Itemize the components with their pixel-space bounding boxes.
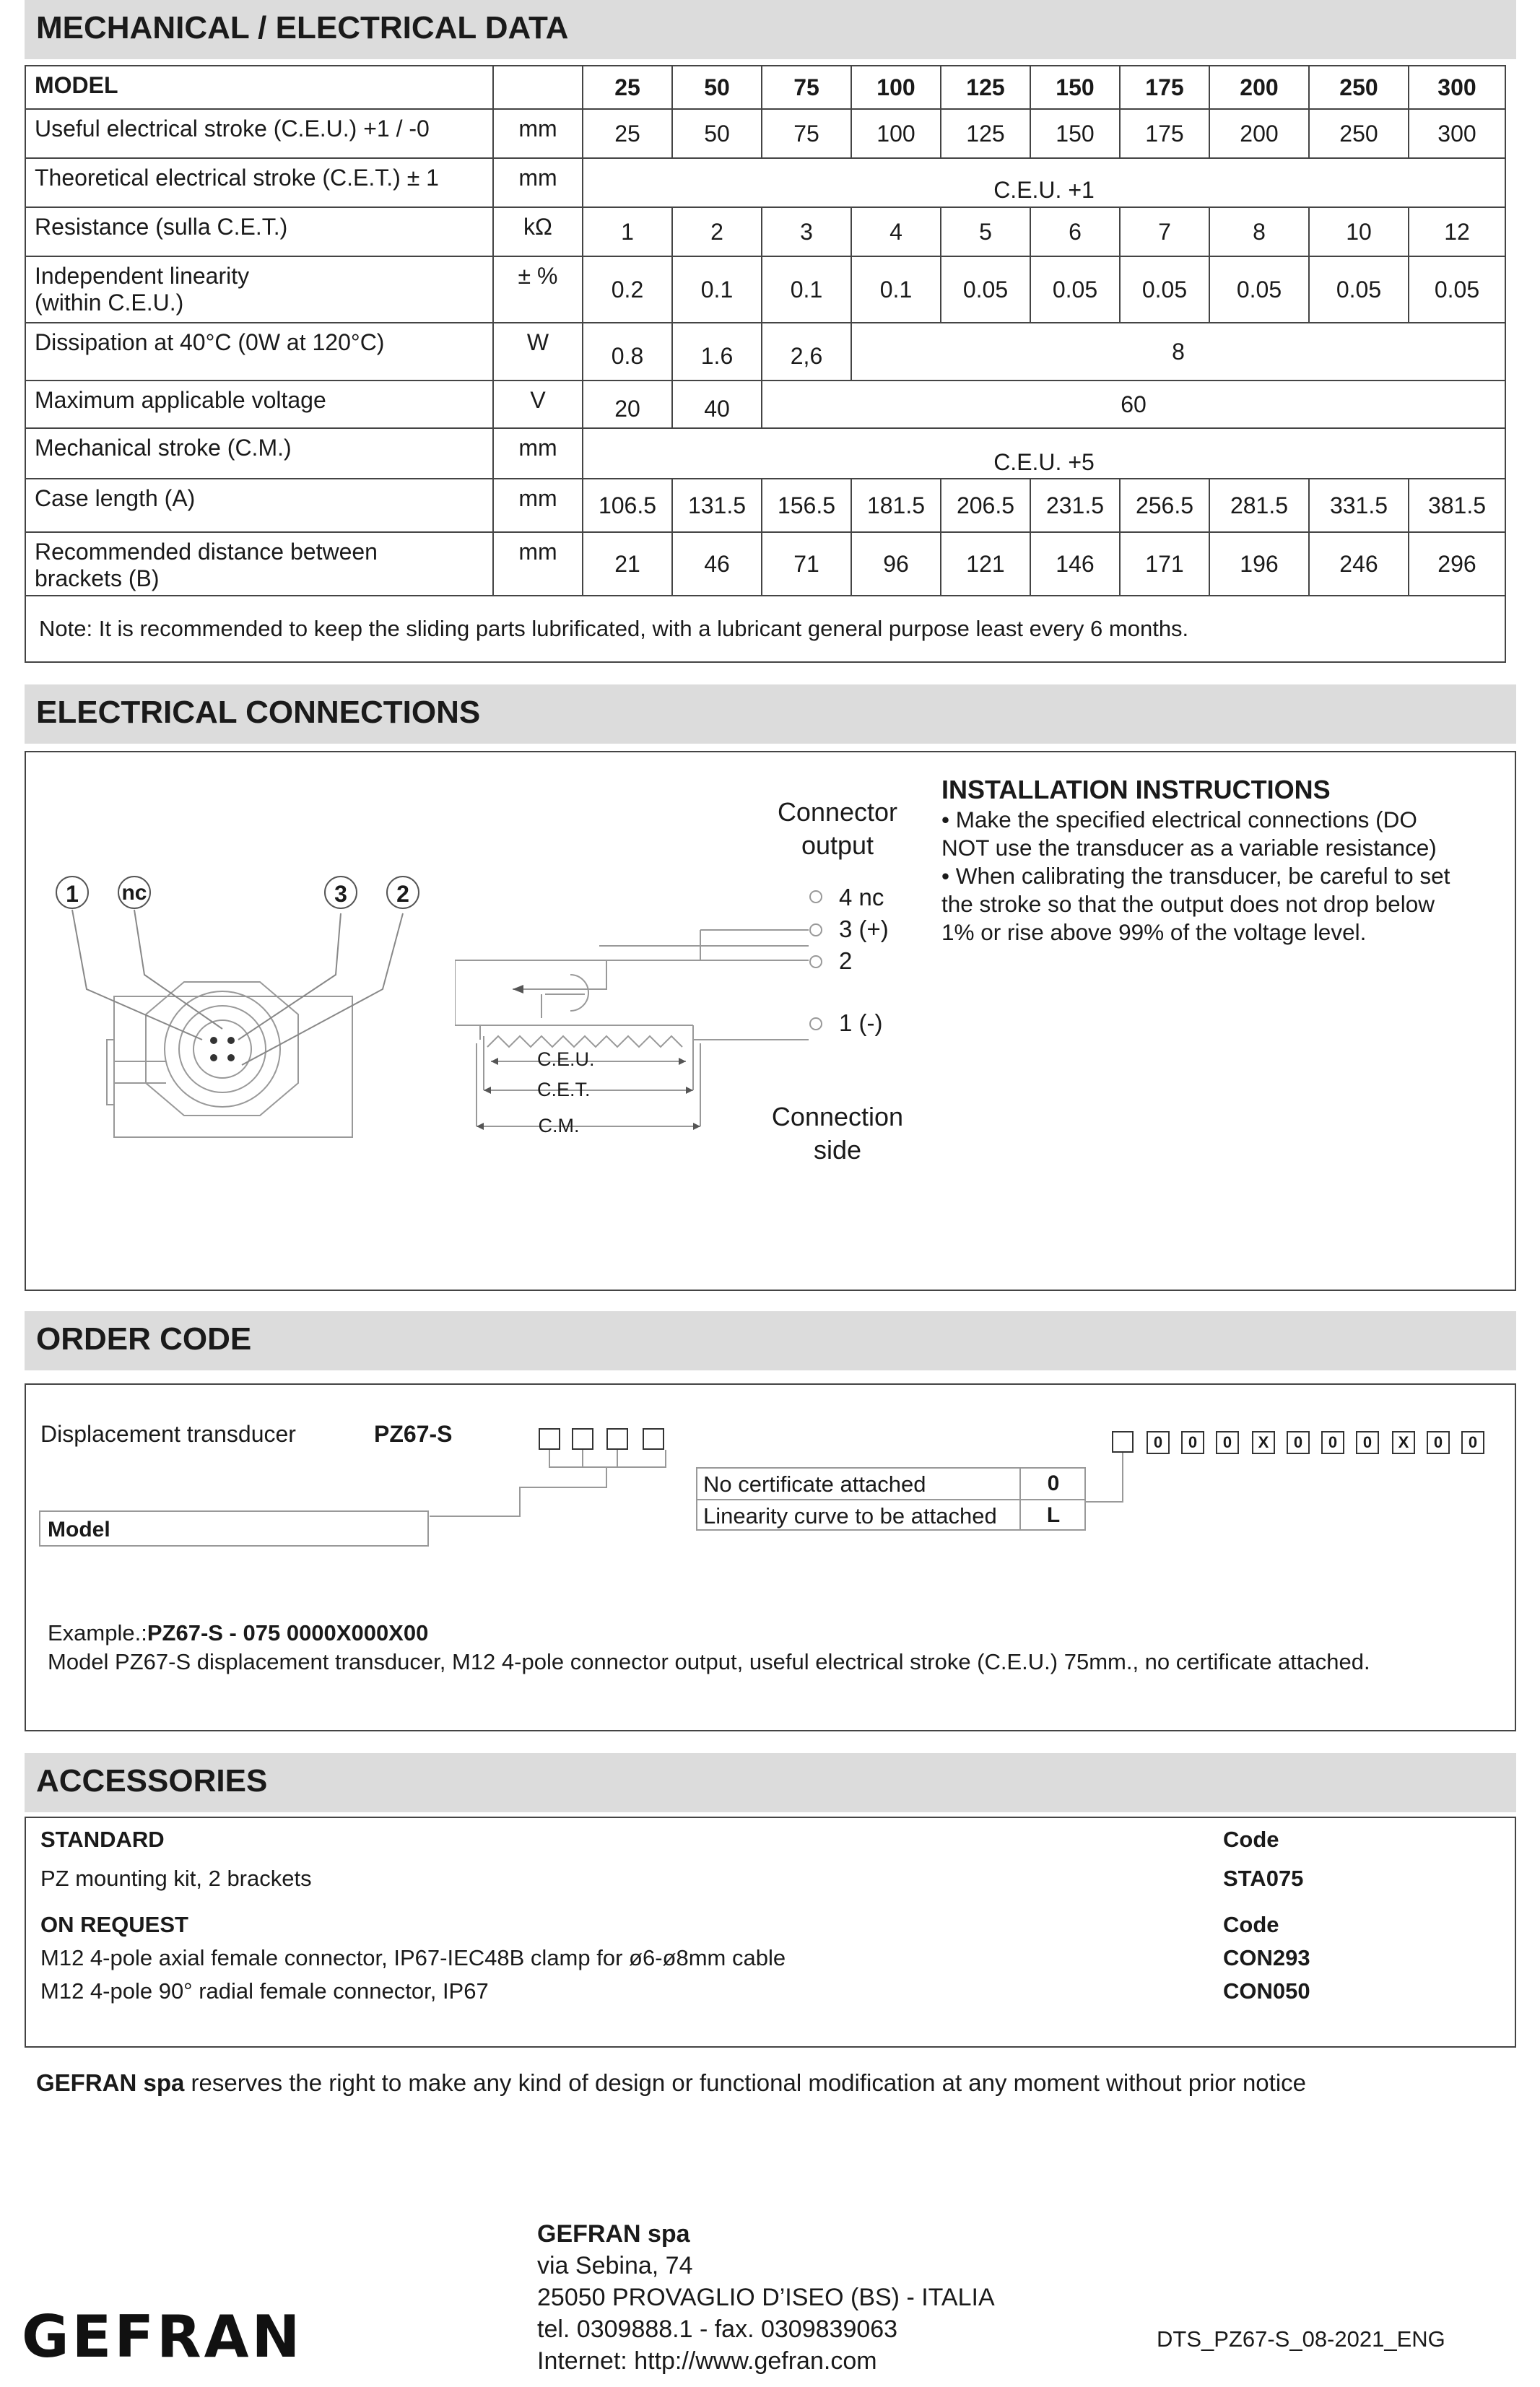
order-section-title: ORDER CODE (36, 1321, 252, 1357)
fixed-code-char: 0 (1427, 1431, 1450, 1454)
ceu-unit: mm (493, 109, 583, 158)
accessory-desc: PZ mounting kit, 2 brackets (40, 1866, 312, 1891)
connector-drawing (43, 866, 477, 1155)
case-length-label: Case length (A) (25, 479, 493, 532)
resistance-cell: 8 (1209, 207, 1309, 256)
model-cell: 175 (1120, 66, 1209, 109)
cet-label: Theoretical electrical stroke (C.E.T.) ± 1 (25, 158, 493, 207)
accessories-section-title: ACCESSORIES (36, 1763, 268, 1799)
model-cell: 100 (851, 66, 941, 109)
case-length-cell: 131.5 (672, 479, 762, 532)
resistance-cell: 6 (1030, 207, 1120, 256)
mech-stroke-unit: mm (493, 428, 583, 479)
model-cell: 200 (1209, 66, 1309, 109)
ceu-cell: 300 (1409, 109, 1505, 158)
footer-address-line: 25050 PROVAGLIO D’ISEO (BS) - ITALIA (537, 2284, 995, 2311)
doc-code: DTS_PZ67-S_08-2021_ENG (1157, 2326, 1445, 2352)
cet-row (25, 158, 1505, 207)
voltage-unit: V (493, 381, 583, 428)
case-length-cell: 106.5 (583, 479, 672, 532)
ceu-row (25, 109, 1505, 158)
connection-side-line2: side (813, 1135, 862, 1165)
mech-stroke-row (25, 428, 1505, 479)
model-cell: 300 (1409, 66, 1505, 109)
installation-instructions (941, 774, 1490, 947)
case-length-cell: 231.5 (1030, 479, 1120, 532)
bracket-distance-cell: 21 (583, 532, 672, 596)
bracket-distance-cell: 171 (1120, 532, 1209, 596)
linearity-unit: ± % (493, 256, 583, 323)
model-field (39, 1510, 429, 1547)
resistance-cell: 7 (1120, 207, 1209, 256)
connection-side-label (744, 1100, 931, 1167)
bracket-distance-cell: 296 (1409, 532, 1505, 596)
voltage-row (25, 381, 1505, 428)
model-cell: 75 (762, 66, 851, 109)
case-length-cell: 331.5 (1309, 479, 1409, 532)
dim-cm: C.M. (538, 1115, 580, 1136)
dissipation-rest: 8 (851, 323, 1505, 381)
fixed-code-char: 0 (1321, 1431, 1344, 1454)
fixed-code-char: X (1252, 1431, 1275, 1454)
bracket-distance-cell: 146 (1030, 532, 1120, 596)
accessories-section-header (25, 1753, 1516, 1812)
model-row (25, 66, 1505, 109)
certificate-option[interactable] (697, 1469, 1084, 1500)
terminal-1: 1 (-) (839, 1009, 883, 1036)
case-length-cell: 281.5 (1209, 479, 1309, 532)
disclaimer-text: reserves the right to make any kind of design or functional modification at any moment without prior notice (184, 2069, 1307, 2096)
case-length-unit: mm (493, 479, 583, 532)
model-cell: 150 (1030, 66, 1120, 109)
linearity-cell: 0.05 (941, 256, 1030, 323)
resistance-cell: 4 (851, 207, 941, 256)
bracket-distance-unit: mm (493, 532, 583, 596)
case-length-cell: 206.5 (941, 479, 1030, 532)
model-cell: 125 (941, 66, 1030, 109)
linearity-cell: 0.2 (583, 256, 672, 323)
ceu-cell: 100 (851, 109, 941, 158)
case-length-cell: 156.5 (762, 479, 851, 532)
case-length-row (25, 479, 1505, 532)
resistance-cell: 2 (672, 207, 762, 256)
case-length-cell: 256.5 (1120, 479, 1209, 532)
accessory-code: CON050 (1223, 1978, 1310, 2004)
accessory-code: CON293 (1223, 1945, 1310, 1970)
bracket-distance-label (25, 532, 493, 596)
example-code: PZ67-S - 075 0000X000X00 (147, 1620, 429, 1645)
model-label: MODEL (25, 66, 493, 109)
cet-unit: mm (493, 158, 583, 207)
connector-output-line1: Connector (777, 797, 898, 827)
ceu-cell: 75 (762, 109, 851, 158)
product-code: PZ67-S (374, 1421, 453, 1447)
linearity-cell: 0.05 (1209, 256, 1309, 323)
disclaimer-brand: GEFRAN spa (36, 2069, 185, 2096)
gefran-logo: GEFRAN (22, 2303, 303, 2370)
ceu-cell: 25 (583, 109, 672, 158)
mech-stroke-value: C.E.U. +5 (583, 428, 1505, 479)
fixed-code-char: 0 (1216, 1431, 1239, 1454)
voltage-rest: 60 (762, 381, 1505, 428)
ceu-cell: 250 (1309, 109, 1409, 158)
ceu-cell: 125 (941, 109, 1030, 158)
dissipation-unit: W (493, 323, 583, 381)
example-prefix: Example.: (48, 1620, 147, 1645)
lubrication-note: Note: It is recommended to keep the sliding parts lubrificated, with a lubricant general purpose least every 6 months. (25, 596, 1505, 662)
dissipation-cell: 0.8 (583, 323, 672, 381)
option-code: 0 (1019, 1469, 1086, 1499)
connection-side-line1: Connection (771, 1102, 904, 1131)
installation-line: • When calibrating the transducer, be careful to set (941, 863, 1450, 889)
standard-label: STANDARD (40, 1827, 165, 1852)
standard-code-header: Code (1223, 1827, 1279, 1852)
bracket-distance-cell: 246 (1309, 532, 1409, 596)
model-field-label: Model (48, 1518, 110, 1542)
option-label: No certificate attached (703, 1471, 926, 1497)
terminal-2: 2 (839, 947, 853, 974)
linearity-cell: 0.05 (1120, 256, 1209, 323)
fixed-code-char: 0 (1147, 1431, 1170, 1454)
bracket-distance-line2: brackets (B) (35, 565, 160, 591)
ceu-cell: 175 (1120, 109, 1209, 158)
mech-section-title: MECHANICAL / ELECTRICAL DATA (36, 10, 569, 45)
linearity-cell: 0.05 (1409, 256, 1505, 323)
accessories-box (25, 1817, 1516, 2048)
accessory-desc: M12 4-pole axial female connector, IP67-IEC48B clamp for ø6-ø8mm cable (40, 1945, 786, 1970)
fixed-code-char: 0 (1181, 1431, 1204, 1454)
option-label: Linearity curve to be attached (703, 1503, 997, 1529)
model-cell: 25 (583, 66, 672, 109)
model-cell: 50 (672, 66, 762, 109)
order-section-header (25, 1311, 1516, 1370)
voltage-label: Maximum applicable voltage (25, 381, 493, 428)
terminal-4: 4 nc (839, 884, 884, 910)
fixed-code-char: 0 (1461, 1431, 1484, 1454)
bracket-distance-cell: 96 (851, 532, 941, 596)
installation-line: • Make the specified electrical connections (DO (941, 806, 1417, 832)
footer-company: GEFRAN spa (537, 2220, 690, 2248)
example-description: Model PZ67-S displacement transducer, M12 4-pole connector output, useful electrical stroke (C.E.U.) 75mm., no certificate attached. (48, 1649, 1370, 1674)
connector-output-label (744, 796, 931, 862)
resistance-label: Resistance (sulla C.E.T.) (25, 207, 493, 256)
installation-line: the stroke so that the output does not drop below (941, 891, 1435, 917)
resistance-cell: 1 (583, 207, 672, 256)
case-length-cell: 181.5 (851, 479, 941, 532)
connector-output-line2: output (801, 830, 874, 860)
ceu-cell: 150 (1030, 109, 1120, 158)
ceu-cell: 50 (672, 109, 762, 158)
linearity-cell: 0.05 (1309, 256, 1409, 323)
linearity-cell: 0.1 (762, 256, 851, 323)
example-line (48, 1620, 428, 1646)
mech-section-header (25, 0, 1516, 59)
fixed-code-char: 0 (1287, 1431, 1310, 1454)
bracket-distance-line1: Recommended distance between (35, 539, 378, 565)
mech-stroke-label: Mechanical stroke (C.M.) (25, 428, 493, 479)
pin3-label: 3 (334, 881, 347, 907)
certificate-option[interactable] (697, 1500, 1084, 1531)
cet-value: C.E.U. +1 (583, 158, 1505, 207)
pin1-label: 1 (66, 881, 79, 907)
resistance-cell: 5 (941, 207, 1030, 256)
dim-ceu: C.E.U. (537, 1048, 595, 1070)
bracket-distance-cell: 46 (672, 532, 762, 596)
fixed-code-char: X (1392, 1431, 1415, 1454)
option-code: L (1019, 1500, 1086, 1531)
dissipation-cell: 1.6 (672, 323, 762, 381)
case-length-cell: 381.5 (1409, 479, 1505, 532)
resistance-unit: kΩ (493, 207, 583, 256)
dissipation-cell: 2,6 (762, 323, 851, 381)
linearity-label-line1: Independent linearity (35, 263, 250, 289)
model-cell: 250 (1309, 66, 1409, 109)
certificate-options (696, 1467, 1086, 1531)
elec-section-header (25, 684, 1516, 744)
fixed-code-char: 0 (1356, 1431, 1379, 1454)
linearity-row (25, 256, 1505, 323)
footer-address-line: Internet: http://www.gefran.com (537, 2347, 877, 2375)
voltage-cell: 40 (672, 381, 762, 428)
elec-section-title: ELECTRICAL CONNECTIONS (36, 695, 481, 730)
accessory-desc: M12 4-pole 90° radial female connector, IP67 (40, 1978, 489, 2004)
request-code-header: Code (1223, 1912, 1279, 1937)
ceu-label: Useful electrical stroke (C.E.U.) +1 / -0 (25, 109, 493, 158)
footer-address-line: via Sebina, 74 (537, 2252, 693, 2279)
installation-title: INSTALLATION INSTRUCTIONS (941, 775, 1331, 804)
footer-address (537, 2218, 995, 2377)
bracket-distance-cell: 71 (762, 532, 851, 596)
linearity-cell: 0.05 (1030, 256, 1120, 323)
installation-line: 1% or rise above 99% of the voltage level. (941, 919, 1367, 945)
product-label: Displacement transducer (40, 1421, 296, 1447)
disclaimer (36, 2069, 1306, 2097)
bracket-distance-cell: 121 (941, 532, 1030, 596)
voltage-cell: 20 (583, 381, 672, 428)
bracket-distance-cell: 196 (1209, 532, 1309, 596)
pin2-label: 2 (396, 881, 409, 907)
linearity-cell: 0.1 (672, 256, 762, 323)
spec-table (25, 65, 1506, 663)
installation-line: NOT use the transducer as a variable resistance) (941, 835, 1437, 861)
linearity-label (25, 256, 493, 323)
linearity-label-line2: (within C.E.U.) (35, 289, 184, 316)
resistance-cell: 12 (1409, 207, 1505, 256)
dissipation-row (25, 323, 1505, 381)
note-row (25, 596, 1505, 662)
bracket-distance-row (25, 532, 1505, 596)
dim-cet: C.E.T. (537, 1079, 591, 1100)
linearity-cell: 0.1 (851, 256, 941, 323)
pin-nc-label: nc (121, 881, 147, 905)
terminal-3: 3 (+) (839, 916, 889, 942)
footer-address-line: tel. 0309888.1 - fax. 0309839063 (537, 2316, 898, 2343)
dissipation-label: Dissipation at 40°C (0W at 120°C) (25, 323, 493, 381)
resistance-cell: 10 (1309, 207, 1409, 256)
on-request-label: ON REQUEST (40, 1912, 188, 1937)
resistance-cell: 3 (762, 207, 851, 256)
resistance-row (25, 207, 1505, 256)
ceu-cell: 200 (1209, 109, 1309, 158)
accessory-code: STA075 (1223, 1866, 1304, 1891)
